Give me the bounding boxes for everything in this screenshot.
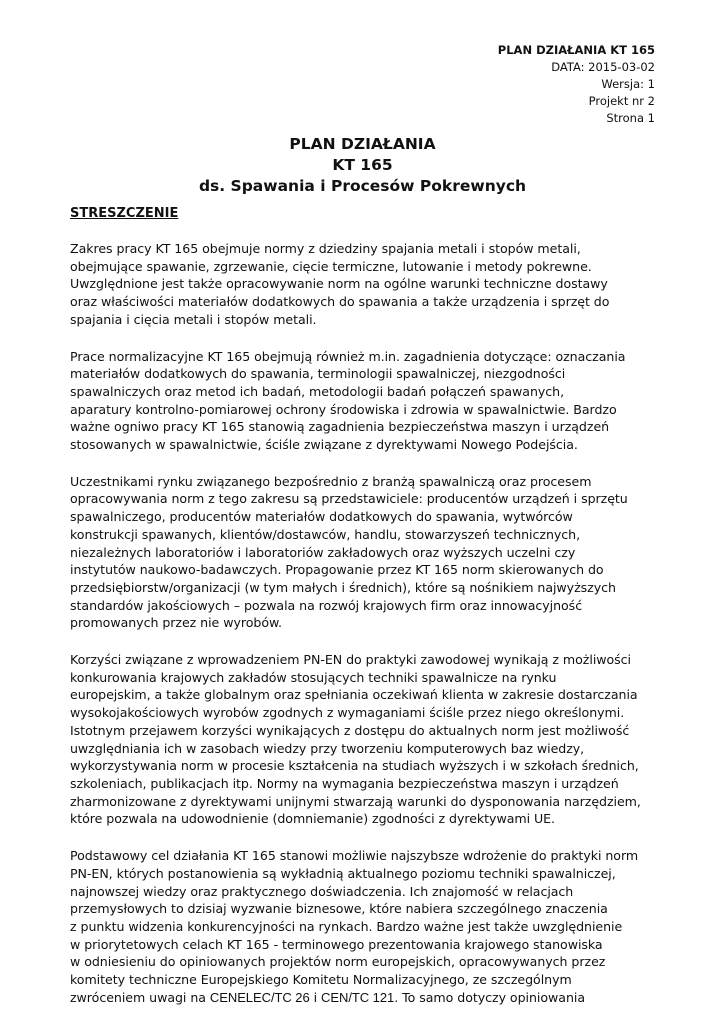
committee-reference: CENELEC/TC 26 [209,989,310,1005]
text-line: materiałów dodatkowych do spawania, terminologii spawalniczej, niezgodności [70,366,566,382]
title-line-2: KT 165 [332,156,393,174]
text-line: konkurowania krajowych zakładów stosujących techniki spawalnicze na rynku [70,669,557,685]
header-page-number: Strona 1 [606,111,655,125]
text-line: najnowszej wiedzy oraz praktycznego doświadczenia. Ich znajomość w relacjach [70,883,574,899]
text-line: konstrukcji spawanych, klientów/dostawców, handlu, stowarzyszeń technicznych, [70,526,581,542]
section-heading: STRESZCZENIE [70,206,179,221]
text-line: szkoleniach, publikacjach itp. Normy na wymagania bezpieczeństwa maszyn i urządzeń [70,775,619,791]
text-line: obejmujące spawanie, zgrzewanie, cięcie termiczne, lutowanie i metody pokrewne. [70,258,592,274]
paragraph-5 [70,847,660,1006]
text-segment: zwróceniem uwagi na [70,989,210,1005]
text-line: przemysłowych to dzisiaj wyzwanie biznesowe, które nabiera szczególnego znaczenia [70,901,608,917]
text-line: instytutów naukowo-badawczych. Propagowanie przez KT 165 norm skierowanych do [70,562,604,578]
text-line: Istotnym przejawem korzyści wynikających z dostępu do aktualnych norm jest możliwość [70,722,630,738]
text-line: uwzględniania ich w zasobach wiedzy przy tworzeniu komputerowych baz wiedzy, [70,740,585,756]
header-version: Wersja: 1 [601,77,655,91]
text-line: standardów jakościowych – pozwala na rozwój krajowych firm oraz innowacyjność [70,597,583,613]
text-line: Uwzględnione jest także opracowywanie norm na ogólne warunki techniczne dostawy [70,276,608,292]
text-line: PN-EN, których postanowienia są wykładnią aktualnego poziomu techniki spawalniczej, [70,865,616,881]
paragraph-2 [70,348,660,454]
text-line: z punktu widzenia konkurencyjności na rynkach. Bardzo ważne jest także uwzględnienie [70,918,623,934]
document-header [498,42,655,127]
text-line: przedsiębiorstw/organizacji (w tym małych i średnich), które są nośnikiem najwyższych [70,579,616,595]
text-line: spajania i cięcia metali i stopów metali. [70,311,317,327]
text-line: stosowanych w spawalnictwie, ściśle związane z dyrektywami Nowego Podejścia. [70,437,578,453]
title-line-1: PLAN DZIAŁANIA [289,135,436,153]
header-title: PLAN DZIAŁANIA KT 165 [497,43,655,57]
text-line: Podstawowy cel działania KT 165 stanowi możliwie najszybsze wdrożenie do praktyki norm [70,848,639,864]
text-line: oraz właściwości materiałów dodatkowych do spawania a także urządzenia i sprzęt do [70,294,610,310]
document-title [0,134,725,197]
text-line: które pozwala na udowodnienie (domniemanie) zgodności z dyrektywami UE. [70,811,556,827]
text-segment: . To samo dotyczy opiniowania [394,989,585,1005]
text-line: spawalniczego, producentów materiałów dodatkowych do spawania, wytwórców [70,509,573,525]
paragraph-3 [70,473,660,632]
text-line: europejskim, a także globalnym oraz spełniania oczekiwań klienta w zakresie dostarczania [70,687,638,703]
committee-reference: CEN/TC 121 [321,989,395,1005]
text-line: Prace normalizacyjne KT 165 obejmują również m.in. zagadnienia dotyczące: oznaczania [70,348,626,364]
text-line: komitety techniczne Europejskiego Komitetu Normalizacyjnego, ze szczególnym [70,972,572,988]
text-line: spawalniczych oraz metod ich badań, metodologii badań połączeń spawanych, [70,383,565,399]
text-segment: i [309,989,322,1005]
text-line: Uczestnikami rynku związanego bezpośrednio z branżą spawalniczą oraz procesem [70,473,592,489]
paragraph-1 [70,240,660,329]
text-line: opracowywania norm z tego zakresu są przedstawiciele: producentów urządzeń i sprzętu [70,491,628,507]
text-line: wysokojakościowych wyrobów zgodnych z wymaganiami ściśle przez niego określonymi. [70,705,625,721]
text-line: Korzyści związane z wprowadzeniem PN-EN do praktyki zawodowej wynikają z możliwości [70,652,632,668]
text-line: w odniesieniu do opiniowanych projektów norm europejskich, opracowywanych przez [70,954,606,970]
header-project: Projekt nr 2 [588,94,655,108]
text-line: promowanych przez nie wyrobów. [70,615,283,631]
text-line: aparatury kontrolno-pomiarowej ochrony środowiska i zdrowia w spawalnictwie. Bardzo [70,401,617,417]
text-line: w priorytetowych celach KT 165 - terminowego prezentowania krajowego stanowiska [70,936,603,952]
text-line: Zakres pracy KT 165 obejmuje normy z dziedziny spajania metali i stopów metali, [70,241,581,256]
text-line: zharmonizowane z dyrektywami unijnymi stwarzają warunki do dysponowania narzędziem, [70,793,641,809]
text-line-last [70,989,660,1007]
title-line-3: ds. Spawania i Procesów Pokrewnych [198,177,527,195]
text-line: niezależnych laboratoriów i laboratoriów zakładowych oraz wyższych uczelni czy [70,544,576,560]
header-date: DATA: 2015-03-02 [551,60,655,74]
text-line: ważne ogniwo pracy KT 165 stanowią zagadnienia bezpieczeństwa maszyn i urządzeń [70,419,610,435]
text-line: wykorzystywania norm w procesie kształcenia na studiach wyższych i w szkołach średnich, [70,758,639,774]
paragraph-4 [70,651,660,828]
body-text [70,240,660,1025]
